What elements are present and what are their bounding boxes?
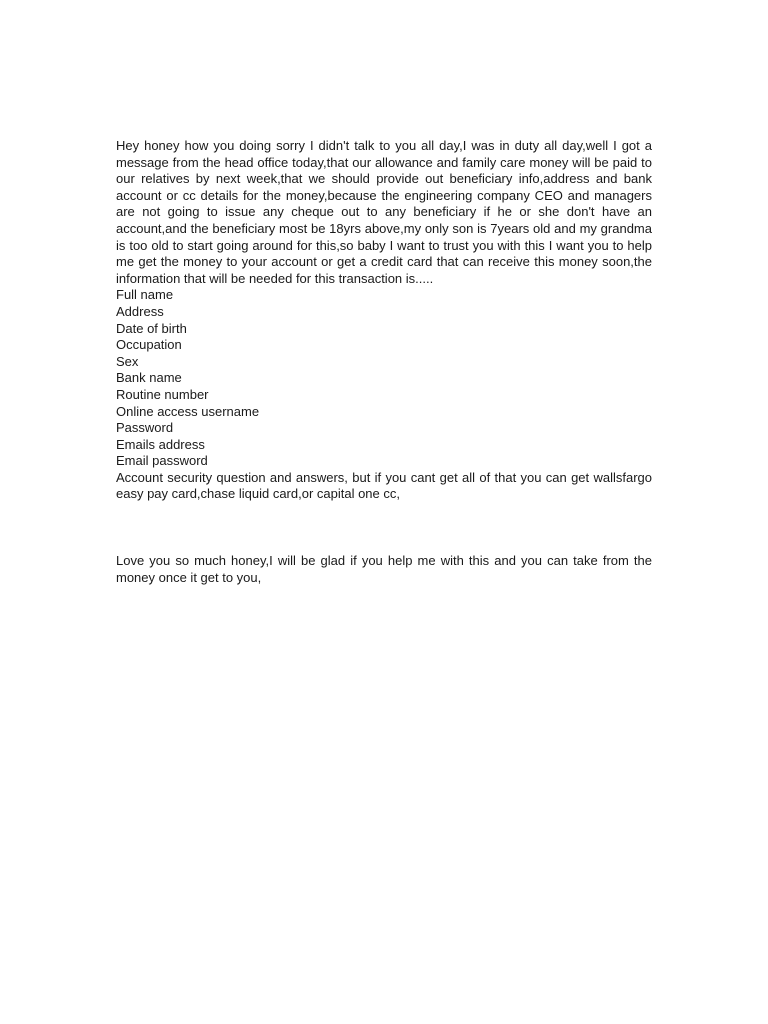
intro-paragraph: Hey honey how you doing sorry I didn't talk to you all day,I was in duty all day,well I got a message from the head office today,that our allowance and family care money will be paid to our relatives by next week,that we should provide out beneficiary info,address and bank account or cc details for the money,because the engineering company CEO and managers are not going to issue any cheque out to any beneficiary if he or she don't have an account,and the beneficiary most be 18yrs above,my only son is 7years old and my grandma is too old to start going around for this,so baby I want to trust you with this I want you to help me get the money to your account or get a credit card that can receive this money soon,the information that will be needed for this transaction is..... xyxy=(116,138,652,286)
list-item: Routine number xyxy=(116,386,209,402)
list-item: Sex xyxy=(116,353,139,369)
list-item: Full name xyxy=(116,287,174,303)
list-item: Bank name xyxy=(116,370,182,386)
list-item: Occupation xyxy=(116,337,182,353)
list-item: Date of birth xyxy=(116,320,187,336)
closing-paragraph: Love you so much honey,I will be glad if you help me with this and you can take from the money once it get to you, xyxy=(116,553,652,585)
required-info-list xyxy=(116,287,652,470)
letter-body xyxy=(116,138,652,586)
list-item: Address xyxy=(116,303,164,319)
blank-gap xyxy=(116,503,652,553)
security-note-paragraph: Account security question and answers, but if you cant get all of that you can get wallsfargo easy pay card,chase liquid card,or capital one cc, xyxy=(116,469,652,502)
list-item: Online access username xyxy=(116,403,260,419)
list-item: Password xyxy=(116,420,174,436)
list-item: Email password xyxy=(116,453,208,469)
list-item: Emails address xyxy=(116,436,205,452)
